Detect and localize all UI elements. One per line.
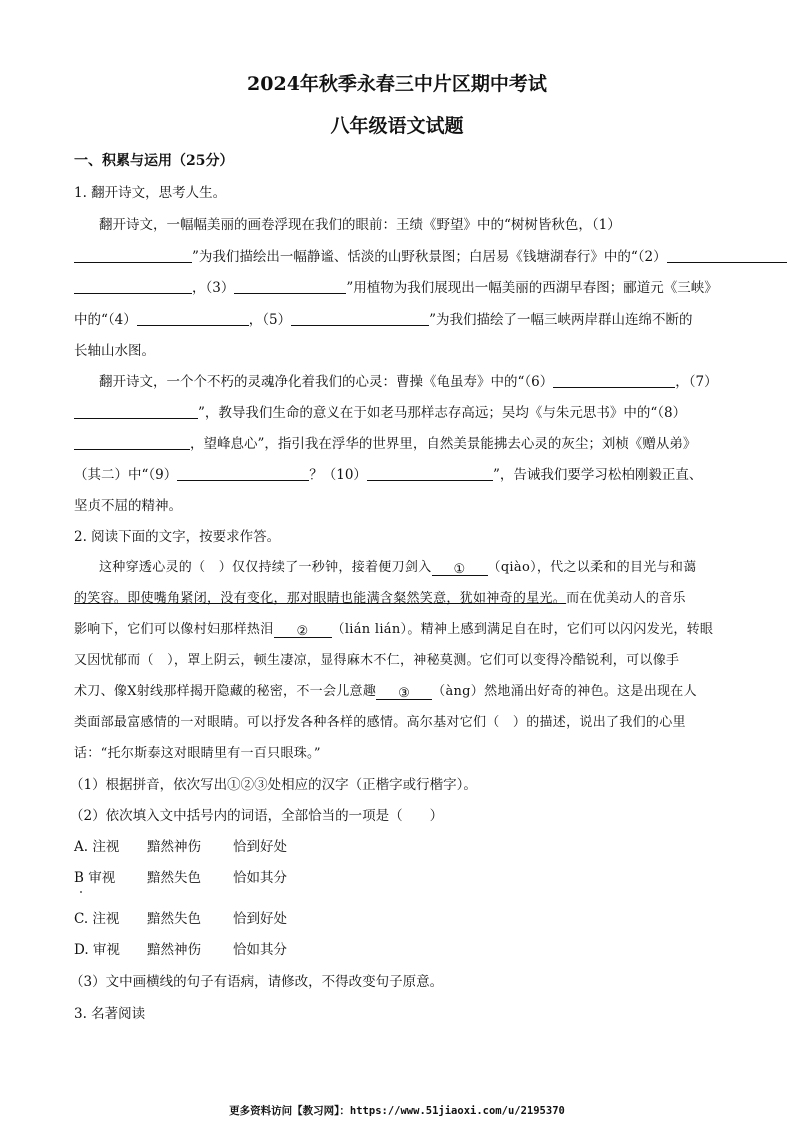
q2-sub3: （3）文中画横线的句子有语病，请修改，不得改变句子原意。 — [70, 974, 444, 990]
answer-blank-3[interactable] — [234, 279, 346, 294]
q2-sub2: （2）依次填入文中括号内的词语，全部恰当的一项是（ ） — [70, 808, 444, 824]
option-d-word1: D. 审视 — [74, 942, 120, 958]
answer-blank-6[interactable] — [553, 373, 675, 388]
answer-blank-7[interactable] — [74, 404, 198, 419]
q2-passage-line5: 术刀、像X射线那样揭开隐藏的秘密，不一会儿意趣 ③ （àng）然地涌出好奇的神色。这是出现在人 — [74, 684, 697, 701]
scan-dot — [80, 891, 82, 893]
q2-passage-line6: 类面部最富感情的一对眼睛。可以抒发各种各样的感情。高尔基对它们（ ）的描述，说出了我们的心里 — [74, 715, 686, 730]
answer-blank-1[interactable] — [74, 248, 192, 263]
q1-p2-line5: 坚贞不屈的精神。 — [74, 498, 182, 514]
q1-p2-line2: ”，教导我们生命的意义在于如老马那样志存高远；吴均《与朱元思书》中的“（8） — [74, 404, 686, 422]
q2-passage-line1: 这种穿透心灵的（ ）仅仅持续了一秒钟，接着便刀剑入 ① （qiào），代之以柔和的目光与和蔼 — [99, 560, 697, 577]
answer-blank-2[interactable] — [667, 248, 787, 263]
q1-p2-line3: ，望峰息心”，指引我在浮华的世界里，自然美景能拂去心灵的灰尘；刘桢《赠从弟》 — [74, 435, 696, 453]
q1-stem: 1. 翻开诗文，思考人生。 — [74, 185, 227, 201]
q2-passage-line4: 又因忧郁而（ ），罩上阴云，顿生凄凉，显得麻木不仁，神秘莫测。它们可以变得冷酷锐利，可以像手 — [74, 653, 680, 668]
exam-subtitle: 八年级语文试题 — [330, 115, 464, 137]
option-a-word3: 恰到好处 — [233, 839, 287, 855]
option-b-word1: B 审视 — [74, 870, 116, 886]
answer-blank-4[interactable] — [137, 311, 249, 326]
q1-p2-line1: 翻开诗文，一个个不朽的灵魂净化着我们的心灵：曹操《龟虽寿》中的“（6） ，（7） — [99, 374, 718, 390]
option-b-word2: 黯然失色 — [147, 870, 201, 886]
q1-p2-line4: （其二）中“（9） ？（10） ”，告诫我们要学习松柏刚毅正直、 — [74, 467, 703, 483]
q1-p1-line1: 翻开诗文，一幅幅美丽的画卷浮现在我们的眼前：王绩《野望》中的“树树皆秋色，（1） — [99, 217, 621, 233]
option-b-word3: 恰如其分 — [233, 870, 287, 886]
q1-p1-line4: 中的“（4） ，（5） ”为我们描绘了一幅三峡两岸群山连绵不断的 — [74, 312, 693, 328]
q2-sub1: （1）根据拼音，依次写出①②③处相应的汉字（正楷字或行楷字）。 — [70, 777, 477, 793]
option-c-word1: C. 注视 — [74, 911, 120, 927]
q3-stem: 3. 名著阅读 — [74, 1006, 146, 1022]
answer-blank-10[interactable] — [367, 466, 493, 481]
q2-passage-line7: 话：“托尔斯泰这对眼睛里有一百只眼珠。” — [74, 746, 321, 761]
underlined-sentence: 的笑容。即使嘴角紧闭，没有变化，那对眼睛也能满含粲然笑意，犹如神奇的星光。 — [74, 591, 567, 606]
q2-passage-line3: 影响下，它们可以像村妇那样热泪 ② （lián lián）。精神上感到满足自在时，它们可以闪闪发光，转眼 — [74, 622, 714, 639]
option-d-word3: 恰如其分 — [233, 942, 287, 958]
option-d-word2: 黯然神伤 — [147, 942, 201, 958]
answer-blank-2b[interactable] — [74, 279, 192, 294]
q2-stem: 2. 阅读下面的文字，按要求作答。 — [74, 529, 281, 545]
answer-blank-8[interactable] — [74, 435, 190, 450]
option-c-word3: 恰到好处 — [233, 911, 287, 927]
q1-p1-line2: ”为我们描绘出一幅静谧、恬淡的山野秋景图；白居易《钱塘湖春行》中的“（2） — [74, 248, 787, 266]
option-c-word2: 黯然失色 — [147, 911, 201, 927]
answer-blank-5[interactable] — [291, 311, 429, 326]
q1-p1-line5: 长轴山水图。 — [74, 343, 155, 359]
footer-link[interactable]: 更多资料访问【教习网】：https://www.51jiaoxi.com/u/2195370 — [229, 1105, 565, 1117]
q2-passage-line2: 的笑容。即使嘴角紧闭，没有变化，那对眼睛也能满含粲然笑意，犹如神奇的星光。而在优美动人的音乐 — [74, 591, 686, 606]
exam-title: 2024年秋季永春三中片区期中考试 — [247, 73, 547, 95]
q1-p1-line3: ，（3） ”用植物为我们展现出一幅美丽的西湖早春图；郦道元《三峡》 — [74, 279, 718, 297]
option-a-word2: 黯然神伤 — [147, 839, 201, 855]
answer-blank-9[interactable] — [177, 466, 309, 481]
pinyin-blank-1[interactable]: ① — [432, 561, 488, 576]
option-a-word1: A. 注视 — [74, 839, 120, 855]
pinyin-blank-3[interactable]: ③ — [376, 685, 432, 700]
section-heading: 一、积累与运用（25分） — [74, 153, 234, 169]
pinyin-blank-2[interactable]: ② — [274, 623, 332, 638]
